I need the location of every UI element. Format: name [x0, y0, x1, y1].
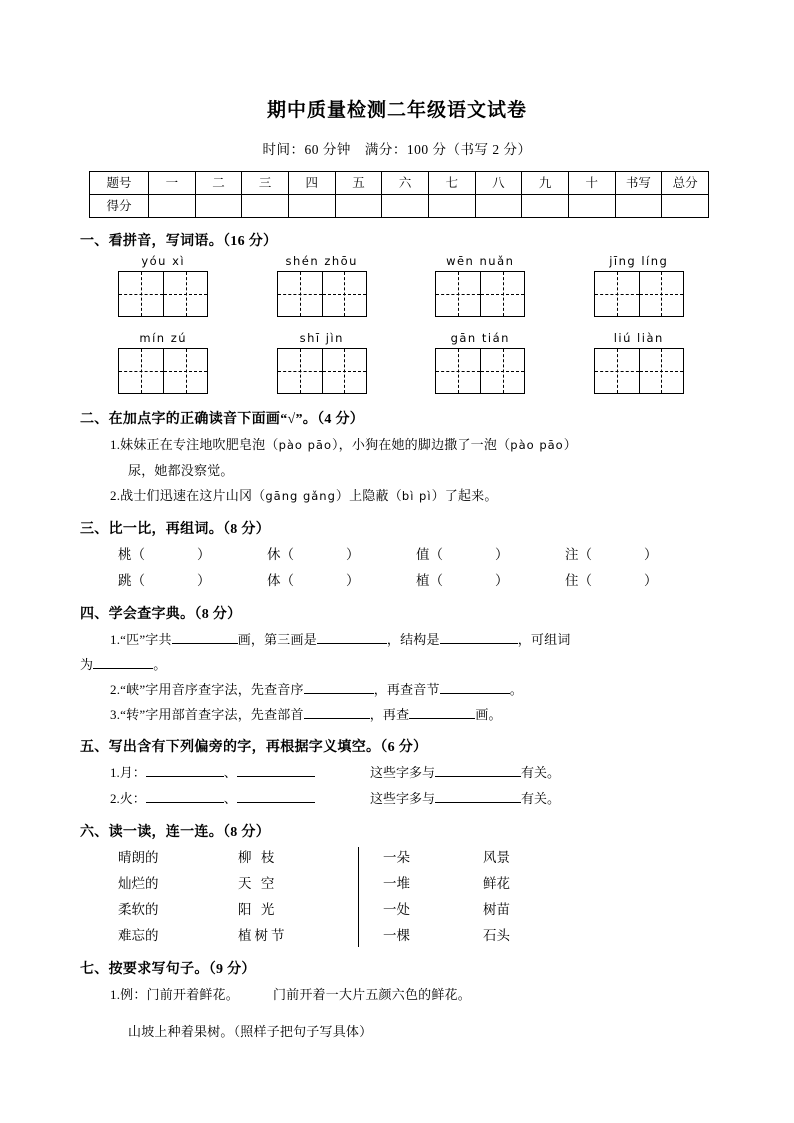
match-right-term[interactable]: 柳 枝 — [238, 850, 278, 865]
word-build-item[interactable] — [565, 542, 714, 568]
q4-2-blank-initial[interactable] — [304, 693, 374, 694]
tianzige-grid[interactable] — [277, 271, 367, 317]
tianzige-grid[interactable] — [118, 271, 208, 317]
q4-3-text-a: 3.“转”字用部首查字法，先查部首 — [110, 707, 304, 722]
matching-exercise — [80, 845, 714, 949]
word-build-item[interactable] — [267, 542, 416, 568]
close-paren: ） — [495, 573, 509, 588]
word-build-item[interactable] — [565, 568, 714, 594]
word-build-item[interactable] — [416, 568, 565, 594]
exam-meta-line: 时间：60 分钟 满分：100 分（书写 2 分） — [262, 142, 532, 157]
q4-2-text-b: ，再查音节 — [373, 682, 440, 697]
pinyin-item — [88, 254, 239, 317]
section-2-heading: 二、在加点字的正确读音下面画“√”。（4 分） — [80, 412, 365, 427]
tianzige-cell[interactable] — [436, 272, 480, 316]
word-build-item[interactable] — [118, 542, 267, 568]
match-right-term[interactable]: 风景 — [483, 850, 510, 865]
section-4-heading: 四、学会查字典。（8 分） — [80, 607, 242, 622]
tianzige-grid[interactable] — [594, 271, 684, 317]
tianzige-cell[interactable] — [278, 349, 322, 393]
score-table-col-10: 十 — [568, 172, 615, 195]
pinyin-item — [405, 254, 556, 317]
section-2-question-1-cont: 尿，她都没察觉。 — [128, 463, 234, 478]
pinyin-label: wēn nuǎn — [446, 254, 515, 268]
q4-1-text-d: ，可组词 — [517, 632, 571, 647]
score-table-col-7: 七 — [428, 172, 475, 195]
pinyin-row-2 — [80, 331, 714, 394]
section-3-row-1 — [80, 542, 714, 568]
section-5-heading: 五、写出含有下列偏旁的字，再根据字义填空。（6 分） — [80, 740, 428, 755]
q7-example-label: 1.例：门前开着鲜花。 — [110, 987, 239, 1002]
score-table-row-label: 得分 — [90, 195, 149, 218]
q4-1-blank-strokes[interactable] — [172, 643, 238, 644]
q4-1-text-e: 为 — [80, 657, 94, 672]
match-left-term[interactable]: 柔软的 — [118, 902, 159, 917]
page-title: 期中质量检测二年级语文试卷 — [266, 100, 527, 121]
matching-right-group — [383, 845, 583, 949]
section-7-task: 山坡上种着果树。（照样子把句子写具体） — [128, 1024, 373, 1039]
table-row-scores — [90, 195, 709, 218]
section-4-question-2 — [80, 677, 714, 702]
match-left-term[interactable]: 晴朗的 — [118, 850, 159, 865]
char-prompt: 跳（ — [118, 573, 145, 588]
list-item[interactable] — [383, 845, 583, 871]
section-4-question-3 — [80, 702, 714, 727]
match-left-term[interactable]: 一朵 — [383, 850, 410, 865]
pinyin-label: mín zú — [139, 331, 188, 345]
char-prompt: 休（ — [267, 547, 294, 562]
q2-1-text-c: ） — [563, 437, 577, 452]
section-5-row-2 — [80, 786, 714, 812]
tianzige-cell[interactable] — [119, 349, 163, 393]
q5-2-sep: 、 — [223, 791, 237, 806]
pinyin-item — [405, 331, 556, 394]
close-paren: ） — [197, 547, 211, 562]
q4-1-blank-structure[interactable] — [440, 643, 518, 644]
match-left-term[interactable]: 难忘的 — [118, 928, 159, 943]
q2-1-pinyin-options-1[interactable]: pào pāo — [278, 438, 332, 452]
tianzige-cell[interactable] — [322, 349, 366, 393]
q2-2-text-c: ）了起来。 — [431, 488, 498, 503]
tianzige-grid[interactable] — [435, 271, 525, 317]
pinyin-item — [88, 331, 239, 394]
pinyin-label: yóu xì — [141, 254, 186, 268]
match-right-term[interactable]: 树苗 — [483, 902, 510, 917]
close-paren: ） — [346, 573, 360, 588]
close-paren: ） — [644, 547, 658, 562]
section-3-row-2 — [80, 568, 714, 594]
q2-1-text-a: 1.妹妹正在专注地吹肥皂泡（ — [110, 437, 279, 452]
tianzige-grid[interactable] — [594, 348, 684, 394]
q5-1-label: 1.月： — [110, 765, 146, 780]
tianzige-cell[interactable] — [163, 272, 207, 316]
match-right-term[interactable]: 阳 光 — [238, 902, 278, 917]
char-prompt: 植（ — [416, 573, 443, 588]
pinyin-item — [564, 331, 715, 394]
section-7-heading: 七、按要求写句子。（9 分） — [80, 962, 256, 977]
pinyin-item — [247, 331, 398, 394]
q4-1-blank-word[interactable] — [93, 668, 153, 669]
score-table-col-6: 六 — [382, 172, 429, 195]
tianzige-cell[interactable] — [436, 349, 480, 393]
pinyin-label: gān tián — [450, 331, 510, 345]
tianzige-grid[interactable] — [435, 348, 525, 394]
tianzige-cell[interactable] — [163, 349, 207, 393]
q4-1-text-f: 。 — [153, 657, 167, 672]
match-right-term[interactable]: 植树节 — [238, 928, 288, 943]
score-table — [89, 171, 709, 218]
score-cell-2[interactable] — [195, 195, 242, 218]
tianzige-grid[interactable] — [118, 348, 208, 394]
vertical-divider — [358, 847, 359, 947]
match-left-term[interactable]: 灿烂的 — [118, 876, 159, 891]
q5-1-blank-char-2[interactable] — [237, 776, 315, 777]
q2-2-text-a: 2.战士们迅速在这片山冈（ — [110, 488, 266, 503]
q5-1-sep: 、 — [223, 765, 237, 780]
pinyin-label: jīng líng — [609, 254, 669, 268]
q5-2-label: 2.火： — [110, 791, 146, 806]
word-build-item[interactable] — [416, 542, 565, 568]
score-table-col-total: 总分 — [662, 172, 709, 195]
score-cell-10[interactable] — [568, 195, 615, 218]
q4-3-text-c: 画。 — [475, 707, 502, 722]
tianzige-cell[interactable] — [119, 272, 163, 316]
pinyin-item — [564, 254, 715, 317]
section-1-heading: 一、看拼音，写词语。（16 分） — [80, 234, 278, 249]
q5-1-tail-a: 这些字多与 — [370, 765, 436, 780]
tianzige-grid[interactable] — [277, 348, 367, 394]
q4-3-blank-strokes[interactable] — [409, 718, 475, 719]
q4-1-text-b: 画，第三画是 — [237, 632, 317, 647]
score-table-col-8: 八 — [475, 172, 522, 195]
score-cell-4[interactable] — [288, 195, 335, 218]
score-cell-9[interactable] — [522, 195, 569, 218]
table-row-header — [90, 172, 709, 195]
q4-1-text-a: 1.“匹”字共 — [110, 632, 172, 647]
pinyin-item — [247, 254, 398, 317]
q4-2-text-a: 2.“峡”字用音序查字法，先查音序 — [110, 682, 304, 697]
score-cell-6[interactable] — [382, 195, 429, 218]
tianzige-cell[interactable] — [639, 349, 683, 393]
pinyin-label: shén zhōu — [285, 254, 358, 268]
section-2-question-2 — [80, 483, 714, 509]
section-3-heading: 三、比一比，再组词。（8 分） — [80, 522, 270, 537]
close-paren: ） — [197, 573, 211, 588]
q2-1-pinyin-options-2[interactable]: pào pāo — [510, 438, 564, 452]
match-left-term[interactable]: 一棵 — [383, 928, 410, 943]
score-cell-3[interactable] — [242, 195, 289, 218]
list-item[interactable] — [383, 871, 583, 897]
q5-1-blank-meaning[interactable] — [435, 776, 521, 777]
score-cell-1[interactable] — [149, 195, 196, 218]
word-build-item[interactable] — [267, 568, 416, 594]
q5-2-blank-char-1[interactable] — [146, 802, 224, 803]
section-4-question-1 — [80, 627, 714, 652]
tianzige-cell[interactable] — [480, 349, 524, 393]
match-right-term[interactable]: 鲜花 — [483, 876, 510, 891]
tianzige-cell[interactable] — [480, 272, 524, 316]
q2-2-pinyin-options-1[interactable]: gāng gǎng — [265, 489, 336, 503]
q5-2-tail-a: 这些字多与 — [370, 791, 436, 806]
close-paren: ） — [644, 573, 658, 588]
list-item[interactable] — [118, 897, 358, 923]
q5-2-blank-char-2[interactable] — [237, 802, 315, 803]
score-table-col-1: 一 — [149, 172, 196, 195]
pinyin-row-1 — [80, 254, 714, 317]
pinyin-label: shī jìn — [299, 331, 344, 345]
score-cell-total[interactable] — [662, 195, 709, 218]
score-table-col-9: 九 — [522, 172, 569, 195]
score-cell-5[interactable] — [335, 195, 382, 218]
q4-2-text-c: 。 — [509, 682, 523, 697]
score-table-col-2: 二 — [195, 172, 242, 195]
word-build-item[interactable] — [118, 568, 267, 594]
list-item[interactable] — [118, 845, 358, 871]
close-paren: ） — [495, 547, 509, 562]
q4-1-text-c: ，结构是 — [386, 632, 440, 647]
q5-1-blank-char-1[interactable] — [146, 776, 224, 777]
tianzige-cell[interactable] — [278, 272, 322, 316]
list-item[interactable] — [383, 897, 583, 923]
score-cell-handwriting[interactable] — [615, 195, 662, 218]
q5-2-left — [110, 786, 370, 812]
section-5-row-1 — [80, 760, 714, 786]
close-paren: ） — [346, 547, 360, 562]
section-6-heading: 六、读一读，连一连。（8 分） — [80, 825, 270, 840]
score-table-col-5: 五 — [335, 172, 382, 195]
section-2-question-1 — [80, 432, 714, 458]
q4-3-text-b: ，再查 — [369, 707, 410, 722]
char-prompt: 值（ — [416, 547, 443, 562]
match-right-term[interactable]: 天 空 — [238, 876, 278, 891]
q2-2-pinyin-options-2[interactable]: bì pì — [401, 489, 432, 503]
score-table-col-3: 三 — [242, 172, 289, 195]
list-item[interactable] — [118, 871, 358, 897]
q5-2-tail-b: 有关。 — [521, 791, 561, 806]
q5-2-blank-meaning[interactable] — [435, 802, 521, 803]
score-table-row-label: 题号 — [90, 172, 149, 195]
char-prompt: 注（ — [565, 547, 592, 562]
section-7-example — [80, 982, 714, 1007]
match-right-term[interactable]: 石头 — [483, 928, 510, 943]
tianzige-cell[interactable] — [595, 349, 639, 393]
tianzige-cell[interactable] — [639, 272, 683, 316]
match-left-term[interactable]: 一堆 — [383, 876, 410, 891]
q5-1-left — [110, 760, 370, 786]
char-prompt: 体（ — [267, 573, 294, 588]
score-cell-7[interactable] — [428, 195, 475, 218]
list-item[interactable] — [383, 923, 583, 949]
score-cell-8[interactable] — [475, 195, 522, 218]
q4-3-blank-radical[interactable] — [304, 718, 370, 719]
matching-left-group — [118, 845, 358, 949]
score-table-col-4: 四 — [288, 172, 335, 195]
pinyin-label: liú liàn — [613, 331, 664, 345]
q2-1-text-b: ），小狗在她的脚边撒了一泡（ — [331, 437, 511, 452]
q5-1-tail-b: 有关。 — [521, 765, 561, 780]
char-prompt: 住（ — [565, 573, 592, 588]
score-table-col-handwriting: 书写 — [615, 172, 662, 195]
q7-example-text: 门前开着一大片五颜六色的鲜花。 — [272, 987, 471, 1002]
q4-2-blank-syllable[interactable] — [440, 693, 510, 694]
tianzige-cell[interactable] — [322, 272, 366, 316]
match-left-term[interactable]: 一处 — [383, 902, 410, 917]
q2-2-text-b: ）上隐蔽（ — [335, 488, 402, 503]
section-4-question-1-cont — [80, 652, 714, 677]
q4-1-blank-third-stroke[interactable] — [317, 643, 387, 644]
list-item[interactable] — [118, 923, 358, 949]
char-prompt: 桃（ — [118, 547, 145, 562]
tianzige-cell[interactable] — [595, 272, 639, 316]
